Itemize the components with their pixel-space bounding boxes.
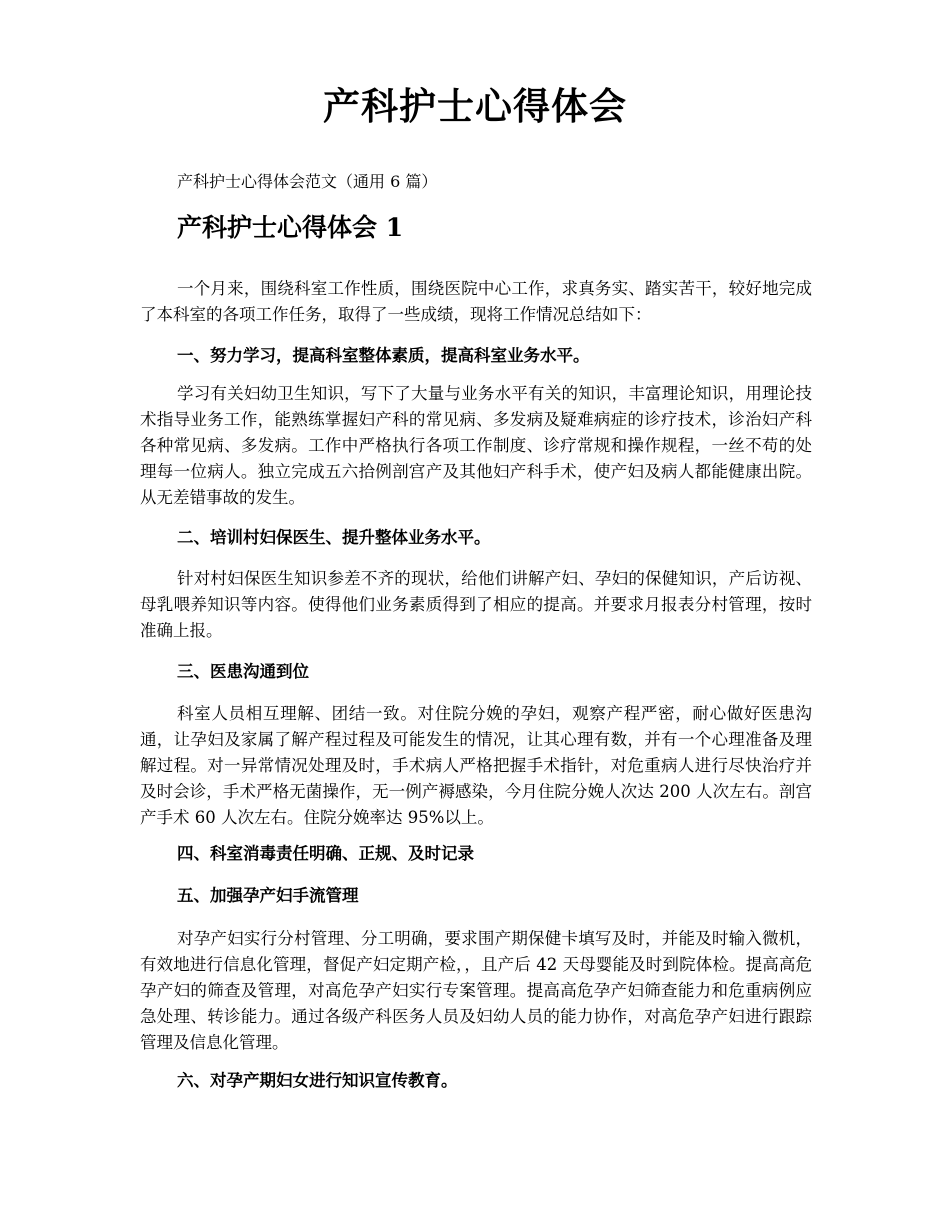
document-title: 产科护士心得体会	[323, 84, 627, 128]
document-subtitle: 产科护士心得体会范文（通用 6 篇）	[177, 172, 438, 191]
section-heading-5: 五、加强孕产妇手流管理	[177, 886, 359, 905]
section-heading-3: 三、医患沟通到位	[177, 662, 309, 681]
article-heading: 产科护士心得体会 1	[177, 213, 404, 242]
section-heading-6: 六、对孕产期妇女进行知识宣传教育。	[177, 1071, 458, 1090]
intro-paragraph: 一个月来，围绕科室工作性质，围绕医院中心工作，求真务实、踏实苦干，较好地完成了本科室的各项工作任务，取得了一些成绩，现将工作情况总结如下：	[140, 279, 812, 324]
section-body-3: 科室人员相互理解、团结一致。对住院分娩的孕妇，观察产程严密，耐心做好医患沟通，让孕妇及家属了解产程过程及可能发生的情况，让其心理有数，并有一个心理准备及理解过程。对一异常情况处理及时，手术病人严格把握手术指针，对危重病人进行尽快治疗并及时会诊，手术严格无菌操作，无一例产褥感染，今月住院分娩人次达 200 人次左右。剖宫产手术 60 人次左右。住院分娩率达 95%以上。	[140, 704, 812, 827]
section-heading-2: 二、培训村妇保医生、提升整体业务水平。	[177, 528, 491, 547]
section-body-5: 对孕产妇实行分村管理、分工明确，要求围产期保健卡填写及时，并能及时输入微机，有效地进行信息化管理，督促产妇定期产检，，且产后 42 天母婴能及时到院体检。提高高危孕产妇的筛查及管理，对高危孕产妇实行专案管理。提高高危孕产妇筛查能力和危重病例应急处理、转诊能力。通过各级产科医务人员及妇幼人员的能力协作，对高危孕产妇进行跟踪管理及信息化管理。	[140, 929, 812, 1052]
section-heading-1: 一、努力学习，提高科室整体素质，提高科室业务水平。	[177, 346, 590, 365]
section-body-2: 针对村妇保医生知识参差不齐的现状，给他们讲解产妇、孕妇的保健知识，产后访视、母乳喂养知识等内容。使得他们业务素质得到了相应的提高。并要求月报表分村管理，按时准确上报。	[140, 569, 812, 640]
section-body-1: 学习有关妇幼卫生知识，写下了大量与业务水平有关的知识，丰富理论知识，用理论技术指导业务工作，能熟练掌握妇产科的常见病、多发病及疑难病症的诊疗技术，诊治妇产科各种常见病、多发病。工作中严格执行各项工作制度、诊疗常规和操作规程，一丝不苟的处理每一位病人。独立完成五六拾例剖宫产及其他妇产科手术，使产妇及病人都能健康出院。从无差错事故的发生。	[140, 384, 812, 507]
section-heading-4: 四、科室消毒责任明确、正规、及时记录	[177, 844, 474, 863]
